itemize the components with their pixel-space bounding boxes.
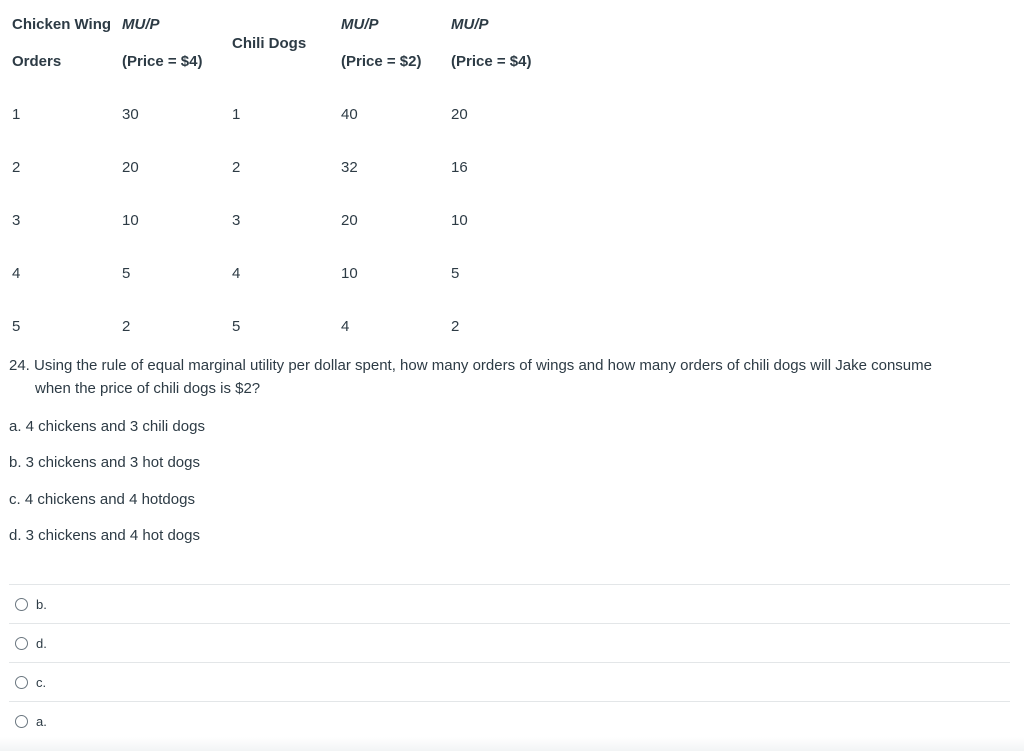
table-cell: 4 [341, 318, 350, 335]
table-cell: 3 [232, 212, 241, 229]
answer-label: a. [36, 713, 47, 729]
table-cell: 10 [341, 265, 358, 282]
table-cell: 5 [12, 318, 21, 335]
answer-option-c[interactable] [9, 662, 1010, 701]
choice-c-text: c. 4 chickens and 4 hotdogs [9, 491, 195, 508]
table-cell: 4 [12, 265, 21, 282]
question-text [9, 354, 1009, 400]
header-chicken-wing: Chicken Wing [12, 16, 112, 33]
answer-label: c. [36, 674, 47, 690]
table-cell: 10 [451, 212, 468, 229]
header-chili-dogs: Chili Dogs [232, 35, 307, 52]
table-cell: 1 [12, 106, 21, 123]
answer-option-d[interactable] [9, 623, 1010, 662]
table-cell: 5 [451, 265, 460, 282]
table-cell: 40 [341, 106, 358, 123]
table-cell: 20 [451, 106, 468, 123]
table-cell: 3 [12, 212, 21, 229]
choice-a-text: a. 4 chickens and 3 chili dogs [9, 418, 205, 435]
table-cell: 16 [451, 159, 468, 176]
table-cell: 1 [232, 106, 241, 123]
table-cell: 5 [232, 318, 241, 335]
choice-b-text: b. 3 chickens and 3 hot dogs [9, 454, 200, 471]
table-cell: 10 [122, 212, 139, 229]
radio-button[interactable] [15, 715, 28, 728]
table-cell: 2 [232, 159, 241, 176]
header-price-wings: (Price = $4) [122, 53, 203, 70]
table-cell: 20 [122, 159, 139, 176]
header-mup-chili-2: MU/P [341, 16, 379, 33]
radio-button[interactable] [15, 637, 28, 650]
bottom-shadow [0, 737, 1024, 751]
answer-option-b[interactable] [9, 584, 1010, 623]
table-cell: 2 [451, 318, 460, 335]
table-cell: 30 [122, 106, 139, 123]
question-line-1: 24. Using the rule of equal marginal utility per dollar spent, how many orders of wings and how many orders of chili dogs will Jake consume [9, 357, 932, 374]
header-mup-wings: MU/P [122, 16, 160, 33]
table-cell: 20 [341, 212, 358, 229]
table-cell: 2 [122, 318, 131, 335]
radio-button[interactable] [15, 676, 28, 689]
header-mup-chili-4: MU/P [451, 16, 489, 33]
table-cell: 5 [122, 265, 131, 282]
answer-label: b. [36, 596, 47, 612]
header-orders: Orders [12, 53, 62, 70]
answer-option-a[interactable] [9, 701, 1010, 740]
choice-d-text: d. 3 chickens and 4 hot dogs [9, 527, 200, 544]
table-cell: 32 [341, 159, 358, 176]
header-price-chili-2: (Price = $2) [341, 53, 422, 70]
table-cell: 2 [12, 159, 21, 176]
question-line-2: when the price of chili dogs is $2? [35, 380, 261, 397]
header-price-chili-4: (Price = $4) [451, 53, 532, 70]
answer-label: d. [36, 635, 47, 651]
radio-button[interactable] [15, 598, 28, 611]
answer-options [9, 584, 1010, 740]
table-cell: 4 [232, 265, 241, 282]
